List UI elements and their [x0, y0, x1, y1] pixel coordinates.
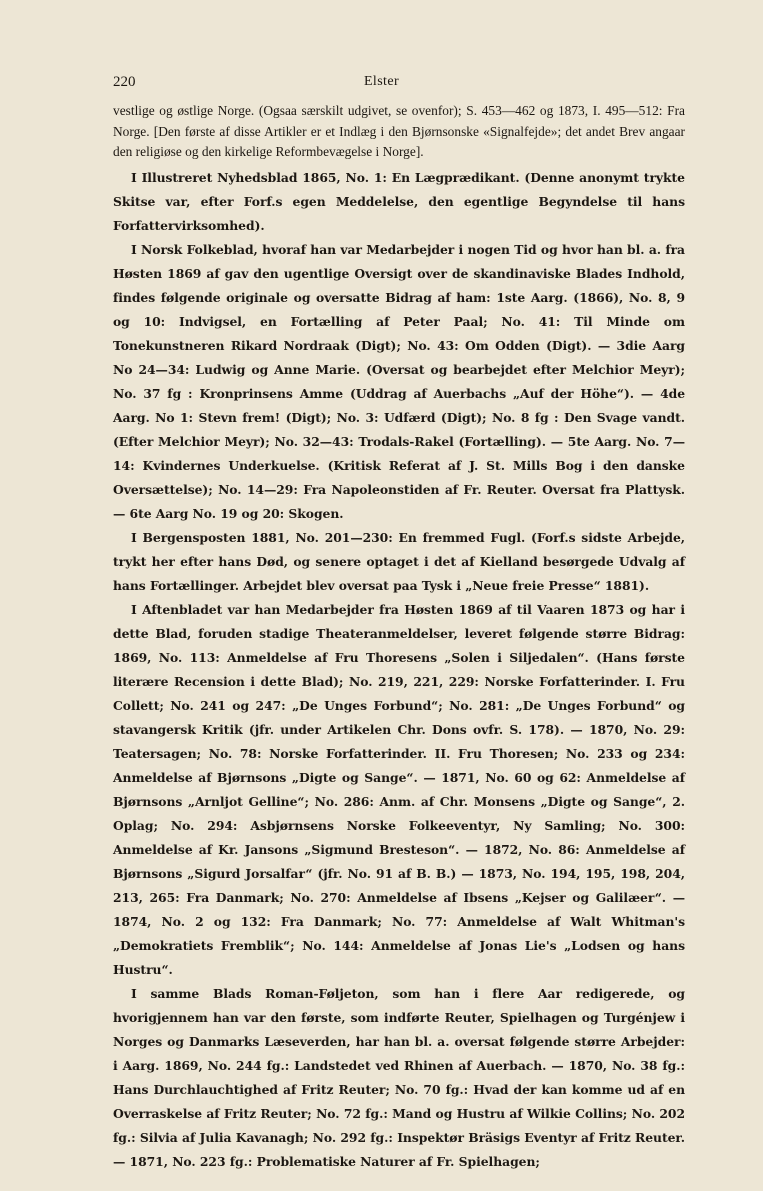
norsk-folkeblad-entry: I Norsk Folkeblad, hvoraf han var Medarbejder i nogen Tid og hvor han bl. a. fra Høsten 1869 af gav den ugentlige Oversigt over de skandinaviske Blades Indhold, findes følgende originale og oversatte Bidrag af ham: 1ste Aarg. (1866), No. 8, 9 og 10: Indvigsel, en Fortælling af Peter Paal; No. 41: Til Minde om Tonekunstneren Rikard Nordraak (Digt); No. 43: Om Odden (Digt). — 3die Aarg No 24—34: Ludwig og Anne Marie. (Oversat og bearbejdet efter Melchior Meyr); No. 37 fg : Kronprinsens Amme (Uddrag af Auerbachs „Auf der Höhe“). — 4de Aarg. No 1: Stevn frem! (Digt); No. 3: Udfærd (Digt); No. 8 fg : Den Svage vandt. (Efter Melchior Meyr); No. 32—43: Trodals-Rakel (Fortælling). — 5te Aarg. No. 7—14: Kvindernes Underkuelse. (Kritisk Referat af J. St. Mills Bog i den danske Oversættelse); No. 14—29: Fra Napoleonstiden af Fr. Reuter. Oversat fra Plattysk. — 6te Aarg No. 19 og 20: Skogen. — [113, 241, 685, 521]
bergensposten-entry: I Bergensposten 1881, No. 201—230: En fremmed Fugl. (Forf.s sidste Arbejde, trykt her efter hans Død, og senere optaget i det af Kielland besørgede Udvalg af hans Fortællinger. Arbejdet blev oversat paa Tysk i „Neue freie Presse“ 1881). — [113, 529, 685, 593]
page-number: 220 — [113, 74, 136, 90]
running-title: Elster — [363, 74, 400, 89]
roman-foljeton-entry: I samme Blads Roman-Føljeton, som han i flere Aar redigerede, og hvorigjennem han var den første, som indførte Reuter, Spielhagen og Turgénjew i Norges og Danmarks Læseverden, har han bl. a. oversat følgende større Arbejder: i Aarg. 1869, No. 244 fg.: Landstedet ved Rhinen af Auerbach. — 1870, No. 38 fg.: Hans Durchlauchtighed af Fritz Reuter; No. 70 fg.: Hvad der kan komme ud af en Overraskelse af Fritz Reuter; No. 72 fg.: Mand og Hustru af Wilkie Collins; No. 202 fg.: Silvia af Julia Kavanagh; No. 292 fg.: Inspektør Bräsigs Eventyr af Fritz Reuter. — 1871, No. 223 fg.: Problematiske Naturer af Fr. Spielhagen; — [113, 985, 685, 1169]
page-header — [0, 74, 763, 94]
illustreret-nyhedsblad-entry: I Illustreret Nyhedsblad 1865, No. 1: En Lægprædikant. (Denne anonymt trykte Skitse var, efter Forf.s egen Meddelelse, den egentlige Begyndelse til hans Forfattervirksomhed). — [113, 169, 685, 233]
page-body — [113, 101, 685, 1174]
intro-paragraph: vestlige og østlige Norge. (Ogsaa særskilt udgivet, se ovenfor); S. 453—462 og 1873, I. 495—512: Fra Norge. [Den første af disse Artikler er et Indlæg i den Bjørnsonske «Signalfejde»; det andet Brev angaar den religiøse og den kirkelige Reformbevægelse i Norge]. — [113, 103, 685, 160]
aftenbladet-entry: I Aftenbladet var han Medarbejder fra Høsten 1869 af til Vaaren 1873 og har i dette Blad, foruden stadige Theateranmeldelser, leveret følgende større Bidrag: 1869, No. 113: Anmeldelse af Fru Thoresens „Solen i Siljedalen“. (Hans første literære Recension i dette Blad); No. 219, 221, 229: Norske Forfatterinder. I. Fru Collett; No. 241 og 247: „De Unges Forbund“; No. 281: „De Unges Forbund“ og stavangersk Kritik (jfr. under Artikelen Chr. Dons ovfr. S. 178). — 1870, No. 29: Teatersagen; No. 78: Norske Forfatterinder. II. Fru Thoresen; No. 233 og 234: Anmeldelse af Bjørnsons „Digte og Sange“. — 1871, No. 60 og 62: Anmeldelse af Bjørnsons „Arnljot Gelline“; No. 286: Anm. af Chr. Monsens „Digte og Sange“, 2. Oplag; No. 294: Asbjørnsens Norske Folkeeventyr, Ny Samling; No. 300: Anmeldelse af Kr. Jansons „Sigmund Bresteson“. — 1872, No. 86: Anmeldelse af Bjørnsons „Sigurd Jorsalfar“ (jfr. No. 91 af B. B.) — 1873, No. 194, 195, 198, 204, 213, 265: Fra Danmark; No. 270: Anmeldelse af Ibsens „Kejser og Galilæer“. — 1874, No. 2 og 132: Fra Danmark; No. 77: Anmeldelse af Walt Whitman's „Demokratiets Fremblik“; No. 144: Anmeldelse af Jonas Lie's „Lodsen og hans Hustru“. — [113, 601, 685, 977]
